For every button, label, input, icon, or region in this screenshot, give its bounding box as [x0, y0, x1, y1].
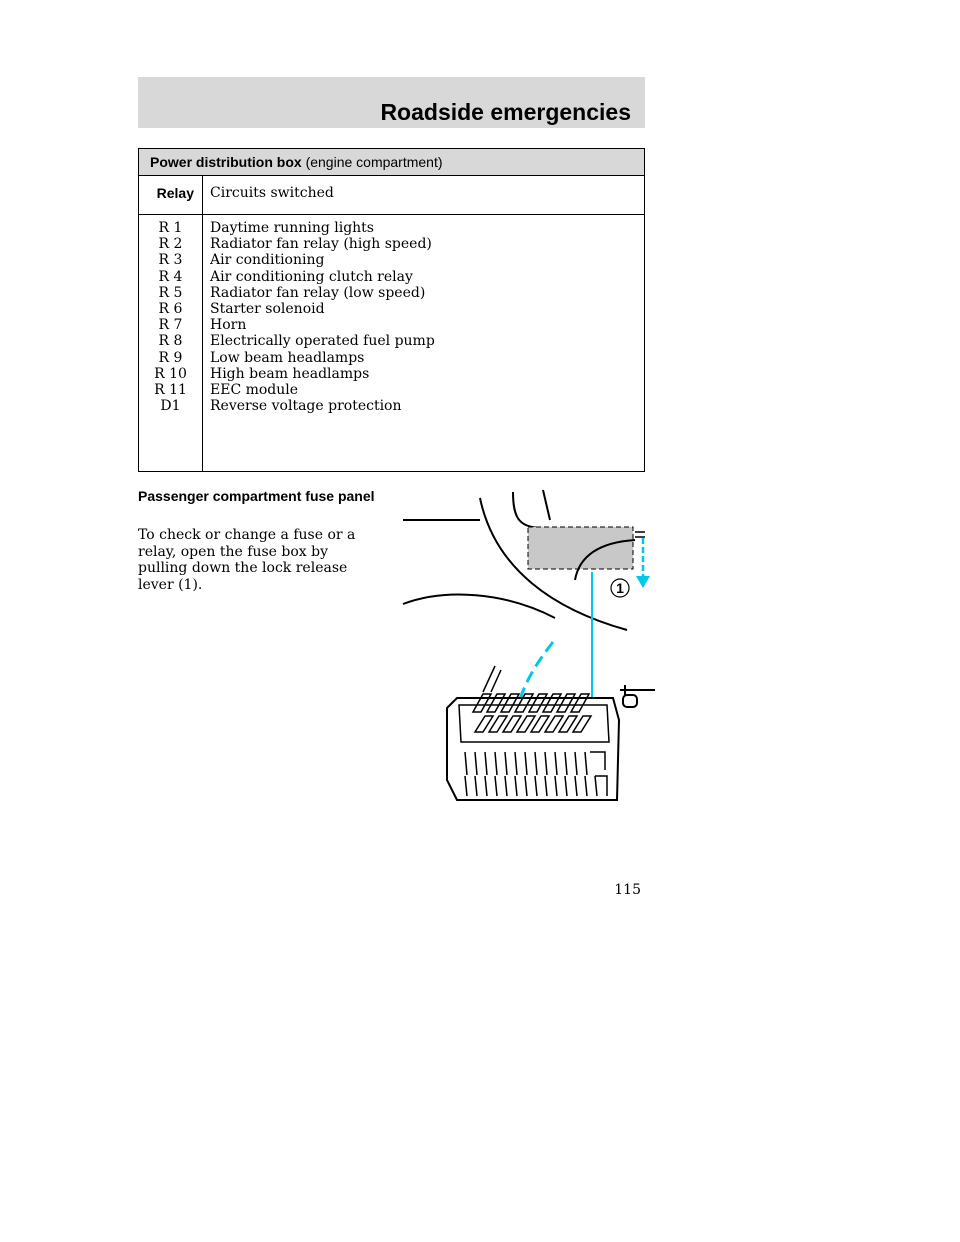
relay-id: D1 — [160, 398, 181, 415]
column-header-relay: Relay — [156, 185, 194, 201]
relay-id: R 7 — [158, 317, 183, 334]
callout-label: 1 — [616, 580, 624, 596]
relay-table — [138, 148, 645, 472]
fuse-panel-diagram — [395, 480, 655, 805]
fuse-box-highlight — [528, 527, 633, 569]
circuit-name: Low beam headlamps — [210, 349, 365, 366]
relay-id: R 9 — [158, 349, 183, 366]
page-number: 115 — [614, 882, 641, 898]
column-header-circuits: Circuits switched — [210, 185, 334, 201]
relay-id: R 1 — [158, 220, 183, 236]
circuit-name: High beam headlamps — [210, 365, 370, 382]
relay-id: R 11 — [154, 382, 187, 399]
table-title-rest: (engine compartment) — [305, 154, 443, 170]
circuit-name: Horn — [210, 317, 247, 334]
circuit-name: Reverse voltage protection — [210, 398, 402, 415]
page-title: Roadside emergencies — [380, 99, 631, 125]
circuit-name: Electrically operated fuel pump — [210, 333, 435, 350]
circuit-list — [210, 220, 435, 414]
column-divider — [202, 176, 203, 471]
circuit-name: Starter solenoid — [210, 301, 325, 318]
table-title — [139, 149, 644, 176]
section-body: To check or change a fuse or a relay, open the fuse box by pulling down the lock release lever (1). — [138, 527, 356, 593]
circuit-name: Air conditioning clutch relay — [210, 268, 413, 285]
relay-list — [139, 220, 202, 414]
circuit-name: Air conditioning — [210, 252, 325, 269]
row-divider — [139, 214, 644, 215]
relay-id: R 5 — [158, 284, 183, 301]
circuit-name: Radiator fan relay (high speed) — [210, 236, 432, 253]
section-heading: Passenger compartment fuse panel — [138, 488, 375, 504]
relay-id: R 2 — [158, 236, 183, 253]
relay-id: R 4 — [158, 268, 183, 285]
relay-id: R 3 — [158, 252, 183, 269]
circuit-name: Radiator fan relay (low speed) — [210, 284, 426, 301]
table-title-bold: Power distribution box — [150, 154, 302, 170]
circuit-name: EEC module — [210, 382, 299, 399]
circuit-name: Daytime running lights — [210, 220, 374, 236]
relay-id: R 8 — [158, 333, 183, 350]
relay-id: R 6 — [158, 301, 183, 318]
relay-id: R 10 — [154, 365, 187, 382]
header-bar — [138, 77, 645, 128]
